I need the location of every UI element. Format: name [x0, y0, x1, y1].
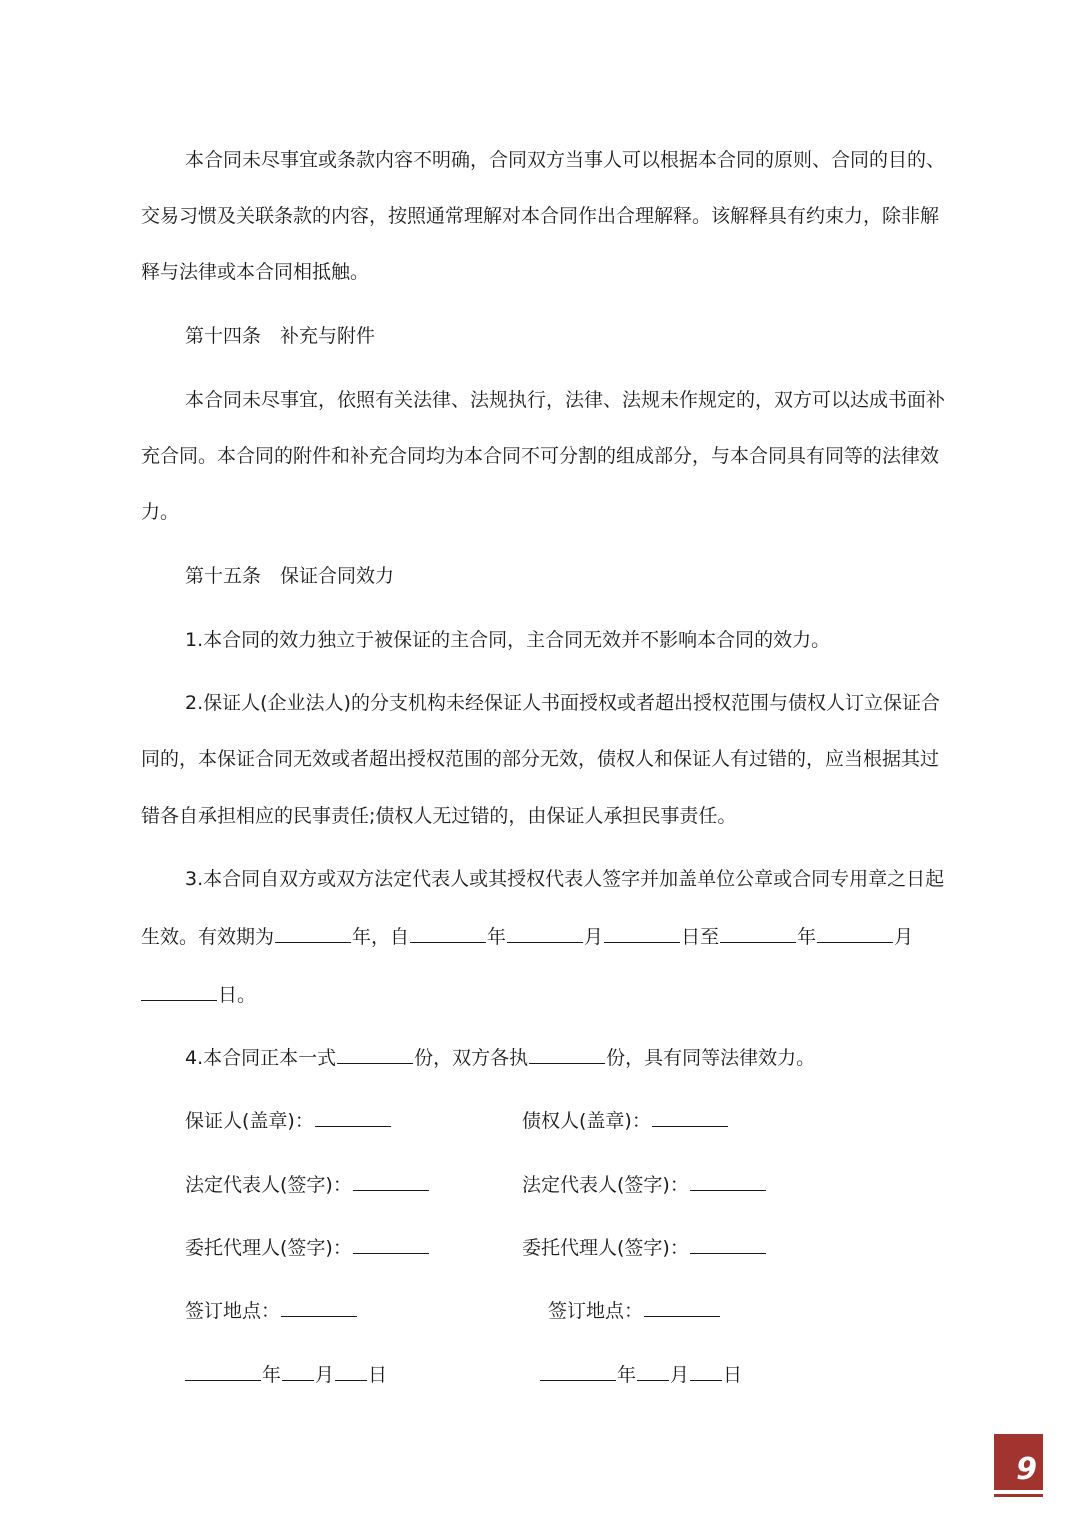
- copies-text: 4.本合同正本一式: [185, 1047, 337, 1069]
- date-right-month-blank[interactable]: [637, 1360, 669, 1381]
- article-15-item-3-line-2: [141, 922, 913, 950]
- article-14-line-1: 本合同未尽事宜，依照有关法律、法规执行，法律、法规未作规定的，双方可以达成书面补: [185, 389, 946, 411]
- date-year-text: 年: [617, 1364, 637, 1386]
- agent-right-field: [522, 1233, 767, 1261]
- validity-years-blank[interactable]: [275, 922, 351, 943]
- article-15-item-3-line-3: [141, 980, 256, 1008]
- place-left-field: [185, 1296, 358, 1324]
- agent-left-blank[interactable]: [353, 1233, 429, 1254]
- end-month-blank[interactable]: [817, 922, 893, 943]
- agent-left-label: 委托代理人(签字)：: [185, 1237, 352, 1259]
- page-number: 9: [1016, 1452, 1037, 1487]
- guarantor-seal-field: [185, 1106, 392, 1134]
- date-month-text: 月: [670, 1364, 690, 1386]
- day-to-text: 日至: [681, 926, 720, 948]
- article-14-line-2: 充合同。本合同的附件和补充合同均为本合同不可分割的组成部分，与本合同具有同等的法律效: [141, 445, 940, 467]
- year-from-text: 年，自: [352, 926, 410, 948]
- date-day-text: 日: [368, 1364, 388, 1386]
- validity-text: 生效。有效期为: [141, 926, 275, 948]
- article-15-item-4: [185, 1043, 815, 1071]
- agent-right-blank[interactable]: [690, 1233, 766, 1254]
- equal-effect-text: 份，具有同等法律效力。: [606, 1047, 816, 1069]
- date-left-year-blank[interactable]: [185, 1360, 261, 1381]
- date-right-field: [540, 1360, 742, 1388]
- date-right-day-blank[interactable]: [690, 1360, 722, 1381]
- date-left-month-blank[interactable]: [282, 1360, 314, 1381]
- end-year-blank[interactable]: [720, 922, 796, 943]
- legal-rep-left-field: [185, 1170, 430, 1198]
- agent-right-label: 委托代理人(签字)：: [522, 1237, 689, 1259]
- place-left-blank[interactable]: [281, 1296, 357, 1317]
- legal-rep-left-blank[interactable]: [353, 1170, 429, 1191]
- guarantor-seal-label: 保证人(盖章)：: [185, 1110, 314, 1132]
- page-number-underline: [994, 1494, 1043, 1497]
- article-15-heading: 第十五条 保证合同效力: [185, 565, 395, 587]
- guarantor-seal-blank[interactable]: [315, 1106, 391, 1127]
- legal-rep-right-blank[interactable]: [690, 1170, 766, 1191]
- date-left-day-blank[interactable]: [335, 1360, 367, 1381]
- legal-rep-right-label: 法定代表人(签字)：: [522, 1174, 689, 1196]
- month-text: 月: [584, 926, 604, 948]
- article-14-heading: 第十四条 补充与附件: [185, 325, 376, 347]
- place-right-field: [548, 1296, 721, 1324]
- year-text: 年: [797, 926, 817, 948]
- copies-count-blank[interactable]: [337, 1043, 413, 1064]
- start-month-blank[interactable]: [507, 922, 583, 943]
- article-15-item-2-line-2: 同的，本保证合同无效或者超出授权范围的部分无效，债权人和保证人有过错的，应当根据其过: [141, 748, 940, 770]
- start-year-blank[interactable]: [410, 922, 486, 943]
- end-day-blank[interactable]: [141, 980, 217, 1001]
- creditor-seal-field: [522, 1106, 729, 1134]
- creditor-seal-blank[interactable]: [652, 1106, 728, 1127]
- paragraph-13-line-2: 交易习惯及关联条款的内容，按照通常理解对本合同作出合理解释。该解释具有约束力，除非解: [141, 205, 940, 227]
- year-text: 年: [487, 926, 507, 948]
- date-month-text: 月: [315, 1364, 335, 1386]
- article-15-item-2-line-1: 2.保证人(企业法人)的分支机构未经保证人书面授权或者超出授权范围与债权人订立保证合: [185, 692, 940, 714]
- agent-left-field: [185, 1233, 430, 1261]
- article-15-item-2-line-3: 错各自承担相应的民事责任;债权人无过错的，由保证人承担民事责任。: [141, 805, 737, 827]
- place-right-label: 签订地点：: [548, 1300, 644, 1322]
- start-day-blank[interactable]: [604, 922, 680, 943]
- place-right-blank[interactable]: [644, 1296, 720, 1317]
- date-left-field: [185, 1360, 387, 1388]
- copies-each-blank[interactable]: [529, 1043, 605, 1064]
- date-day-text: 日: [723, 1364, 743, 1386]
- place-left-label: 签订地点：: [185, 1300, 281, 1322]
- article-15-item-3-line-1: 3.本合同自双方或双方法定代表人或其授权代表人签字并加盖单位公章或合同专用章之日起: [185, 868, 945, 890]
- day-text: 日。: [218, 984, 257, 1006]
- creditor-seal-label: 债权人(盖章)：: [522, 1110, 651, 1132]
- legal-rep-left-label: 法定代表人(签字)：: [185, 1174, 352, 1196]
- article-15-item-1: 1.本合同的效力独立于被保证的主合同，主合同无效并不影响本合同的效力。: [185, 629, 831, 651]
- date-right-year-blank[interactable]: [540, 1360, 616, 1381]
- article-14-line-3: 力。: [141, 501, 180, 523]
- month-text: 月: [894, 926, 914, 948]
- each-party-text: 份，双方各执: [414, 1047, 529, 1069]
- paragraph-13-line-1: 本合同未尽事宜或条款内容不明确，合同双方当事人可以根据本合同的原则、合同的目的、: [185, 149, 946, 171]
- legal-rep-right-field: [522, 1170, 767, 1198]
- paragraph-13-line-3: 释与法律或本合同相抵触。: [141, 261, 370, 283]
- date-year-text: 年: [262, 1364, 282, 1386]
